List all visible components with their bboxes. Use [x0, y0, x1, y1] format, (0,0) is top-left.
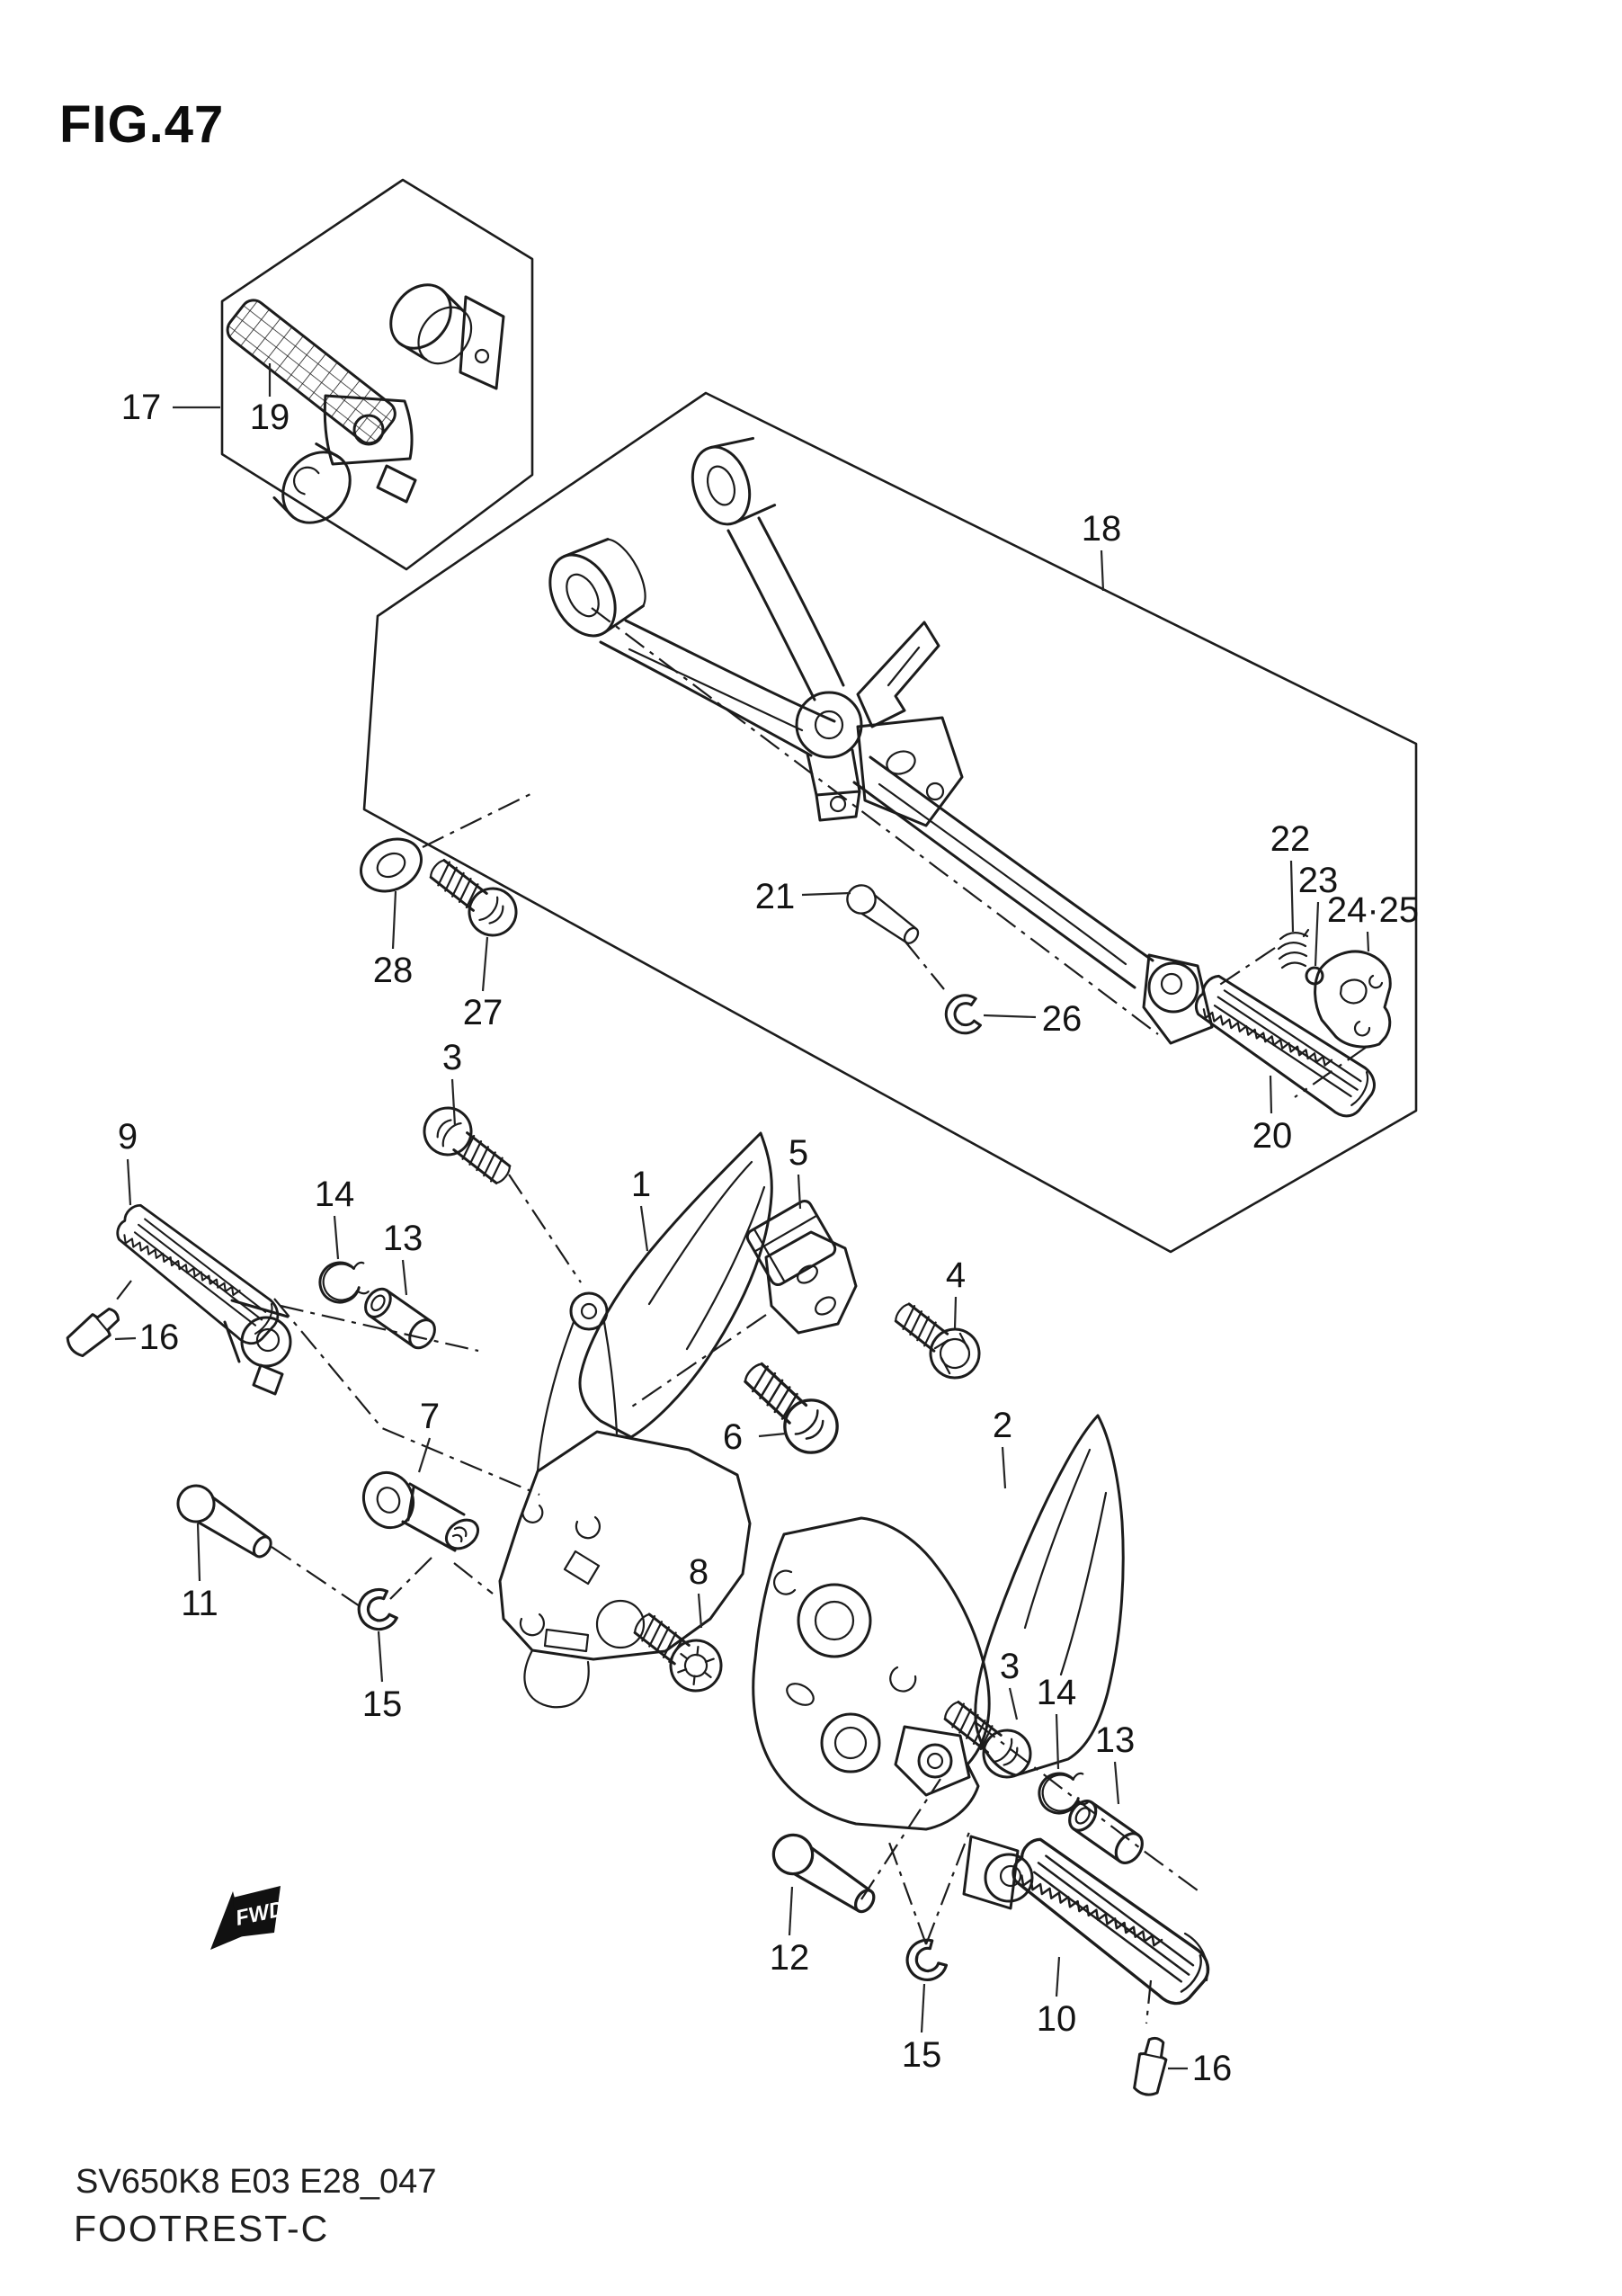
part-6-bolt: [733, 1351, 848, 1463]
leader-line-26: [984, 1015, 1036, 1017]
leader-line-3a: [452, 1079, 455, 1126]
figure-name: FOOTREST-C: [74, 2208, 330, 2249]
leader-line-3b: [1010, 1688, 1017, 1720]
part-label-19: 19: [249, 398, 290, 437]
part-label-10: 10: [1036, 1999, 1077, 2039]
part-label-23: 23: [1297, 861, 1339, 900]
mount-stub: [378, 466, 415, 502]
pivot-boss: [797, 692, 861, 757]
bushing-end-upper: [683, 434, 776, 532]
part-5-bracket-cushion: [744, 1199, 856, 1333]
part-13-spacer-right: [1065, 1796, 1148, 1868]
plate-hole: [476, 350, 488, 362]
part-11-pin: [171, 1479, 278, 1566]
leader-line-16a: [115, 1338, 136, 1339]
leader-line-14a: [334, 1216, 338, 1259]
part-label-7: 7: [419, 1397, 441, 1436]
leader-line-1: [641, 1206, 647, 1251]
part-15-e-ring-left: [353, 1586, 398, 1635]
part-26-e-ring: [943, 994, 981, 1037]
part-9-footrest: [107, 1200, 285, 1351]
leader-line-27: [483, 937, 487, 991]
leader-line-13a: [403, 1260, 406, 1295]
leader-line-7: [419, 1438, 430, 1472]
arm-upper: [728, 518, 843, 700]
leader-line-18: [1101, 550, 1103, 591]
leader-line-9: [128, 1159, 130, 1205]
part-label-16b: 16: [1191, 2049, 1233, 2088]
part-label-9: 9: [117, 1117, 138, 1157]
part-20-footrest: [1186, 970, 1382, 1123]
inset-box-part-17: [222, 180, 532, 569]
part-label-20: 20: [1252, 1116, 1293, 1156]
part-label-28: 28: [372, 951, 414, 990]
part-label-3a: 3: [441, 1038, 463, 1077]
part-label-13b: 13: [1094, 1720, 1136, 1760]
part-label-11: 11: [181, 1584, 218, 1623]
part-14-spring-washer-right: [1035, 1767, 1092, 1818]
part-14-spring-washer-left: [316, 1256, 372, 1307]
part-label-16a: 16: [138, 1318, 180, 1357]
part-16-cushion-left: [63, 1302, 124, 1360]
assembly-axis-lines: [113, 608, 1367, 2024]
part-label-15a: 15: [361, 1684, 403, 1724]
leader-line-28: [393, 891, 396, 949]
part-label-26: 26: [1041, 999, 1083, 1039]
part-label-6: 6: [722, 1417, 744, 1457]
lower-cylinder: [269, 439, 363, 536]
part-24-25-stopper-plate: [1315, 951, 1391, 1047]
leader-line-15b: [922, 1984, 924, 2032]
part-label-4: 4: [945, 1255, 967, 1295]
part-label-13a: 13: [382, 1219, 423, 1258]
leader-line-13b: [1115, 1762, 1118, 1804]
footrest-arm: [854, 757, 1153, 987]
part-22-spring: [1279, 930, 1308, 968]
leader-line-23: [1315, 902, 1318, 966]
part-9-clamp: [225, 1300, 290, 1394]
part-27-screw: [421, 848, 526, 944]
roller-cylinder: [379, 273, 485, 377]
part-label-8: 8: [688, 1552, 709, 1592]
leader-line-20: [1270, 1076, 1271, 1113]
part-label-1: 1: [630, 1165, 652, 1204]
bushing-end-left: [537, 529, 656, 648]
part-label-3b: 3: [999, 1647, 1020, 1686]
part-16-cushion-right: [1132, 2035, 1171, 2096]
leader-line-14b: [1056, 1714, 1058, 1769]
leader-line-2: [1003, 1447, 1005, 1488]
part-label-14b: 14: [1036, 1673, 1077, 1712]
part-label-14a: 14: [314, 1175, 355, 1214]
leader-line-22: [1291, 861, 1293, 932]
part-label-24-25: 24·25: [1326, 890, 1420, 930]
part-10-clamp: [964, 1836, 1208, 1980]
part-label-18: 18: [1081, 509, 1122, 549]
leader-line-6: [759, 1434, 786, 1436]
part-label-27: 27: [462, 993, 504, 1032]
leader-line-4: [955, 1297, 956, 1328]
part-label-15b: 15: [901, 2035, 942, 2075]
part-label-17: 17: [120, 388, 162, 427]
leader-line-11: [198, 1523, 200, 1581]
model-code: SV650K8 E03 E28_047: [76, 2163, 437, 2201]
part-label-21: 21: [754, 877, 796, 916]
part-label-2: 2: [992, 1406, 1013, 1445]
part-4-bolt: [885, 1291, 989, 1388]
leader-line-15a: [379, 1631, 382, 1682]
part-10-footrest: [1001, 1833, 1216, 2013]
part-label-22: 22: [1270, 819, 1311, 859]
leader-line-8: [699, 1594, 701, 1628]
part-15-e-ring-right: [900, 1936, 949, 1988]
figure-title: FIG.47: [59, 95, 225, 154]
part-7-joint: [356, 1466, 484, 1555]
leader-line-21: [802, 893, 851, 895]
leader-line-10: [1056, 1957, 1059, 1997]
part-3-screw-left: [415, 1099, 521, 1195]
mount-plate: [858, 718, 962, 826]
fwd-label: FWD: [233, 1897, 287, 1931]
part-12-pin: [766, 1827, 882, 1921]
footrest-clamp: [1144, 955, 1212, 1043]
fwd-direction-arrow: [210, 1886, 287, 1950]
part-label-12: 12: [769, 1938, 810, 1978]
part-13-spacer-left: [361, 1284, 440, 1353]
part-21-pin: [842, 880, 924, 950]
part-18-bracket-assembly: [537, 434, 1381, 1124]
leader-line-12: [789, 1887, 792, 1935]
part-8-bolt: [624, 1602, 731, 1701]
part-label-5: 5: [788, 1133, 809, 1173]
part-2-footrest-bracket: [753, 1416, 1123, 1829]
